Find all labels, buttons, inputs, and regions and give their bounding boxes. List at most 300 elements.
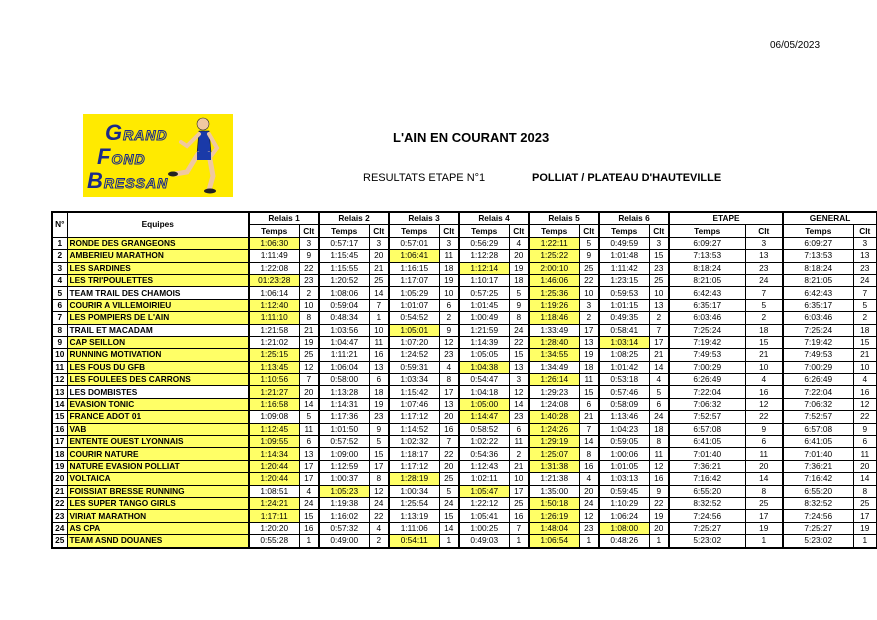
general-time: 6:03:46 (783, 312, 853, 324)
table-row (52, 336, 877, 348)
etape-time: 7:36:21 (669, 460, 745, 472)
subheader-clt: Clt (853, 225, 877, 237)
relais-time: 1:09:08 (249, 411, 299, 423)
relais-time: 1:02:11 (459, 473, 509, 485)
relais-rank: 21 (369, 262, 389, 274)
table-row (52, 361, 877, 373)
relais-rank: 15 (439, 510, 459, 522)
relais-time: 1:13:19 (389, 510, 439, 522)
relais-rank: 6 (369, 374, 389, 386)
row-number: 2 (52, 250, 67, 262)
team-name: LES TRI'POULETTES (67, 274, 249, 286)
relais-time: 1:12:45 (249, 423, 299, 435)
results-body (52, 237, 877, 547)
relais-time: 1:15:45 (319, 250, 369, 262)
relais-time: 1:35:00 (529, 485, 579, 497)
general-time: 7:25:27 (783, 522, 853, 534)
relais-rank: 12 (649, 460, 669, 472)
relais-rank: 8 (369, 473, 389, 485)
stage-route: POLLIAT / PLATEAU D'HAUTEVILLE (532, 172, 722, 184)
relais-time: 1:06:41 (389, 250, 439, 262)
subheader-temps: Temps (529, 225, 579, 237)
relais-time: 0:59:05 (599, 436, 649, 448)
relais-rank: 11 (509, 436, 529, 448)
relais-time: 1:12:59 (319, 460, 369, 472)
relais-rank: 13 (299, 448, 319, 460)
relais-time: 0:58:09 (599, 398, 649, 410)
relais-rank: 25 (649, 274, 669, 286)
etape-rank: 1 (745, 535, 783, 548)
relais-rank: 23 (439, 349, 459, 361)
relais-rank: 9 (509, 299, 529, 311)
relais-rank: 9 (439, 324, 459, 336)
table-row (52, 237, 877, 249)
relais-rank: 7 (439, 436, 459, 448)
row-number: 10 (52, 349, 67, 361)
relais-time: 0:58:00 (319, 374, 369, 386)
table-row (52, 436, 877, 448)
table-row (52, 299, 877, 311)
general-time: 6:41:05 (783, 436, 853, 448)
relais-time: 1:06:14 (249, 287, 299, 299)
general-rank: 10 (853, 361, 877, 373)
relais-time: 1:20:44 (249, 460, 299, 472)
relais-rank: 22 (649, 497, 669, 509)
relais-rank: 22 (369, 510, 389, 522)
header-relais-6: Relais 6 (599, 212, 669, 225)
relais-rank: 6 (299, 436, 319, 448)
relais-rank: 17 (299, 460, 319, 472)
row-number: 18 (52, 448, 67, 460)
relais-time: 1:14:31 (319, 398, 369, 410)
general-rank: 1 (853, 535, 877, 548)
header-relais-1: Relais 1 (249, 212, 319, 225)
etape-time: 6:09:27 (669, 237, 745, 249)
relais-time: 0:49:00 (319, 535, 369, 548)
subheader-temps: Temps (319, 225, 369, 237)
etape-time: 6:26:49 (669, 374, 745, 386)
etape-rank: 17 (745, 510, 783, 522)
general-rank: 2 (853, 312, 877, 324)
general-time: 7:00:29 (783, 361, 853, 373)
relais-rank: 4 (299, 485, 319, 497)
relais-rank: 2 (649, 312, 669, 324)
relais-rank: 9 (579, 250, 599, 262)
general-rank: 7 (853, 287, 877, 299)
team-name: TRAIL ET MACADAM (67, 324, 249, 336)
relais-rank: 6 (649, 398, 669, 410)
relais-time: 1:14:34 (249, 448, 299, 460)
relais-time: 1:17:11 (249, 510, 299, 522)
subheader-clt: Clt (745, 225, 783, 237)
relais-time: 1:12:28 (459, 250, 509, 262)
team-name: FRANCE ADOT 01 (67, 411, 249, 423)
row-number: 16 (52, 423, 67, 435)
relais-time: 1:20:52 (319, 274, 369, 286)
etape-time: 7:52:57 (669, 411, 745, 423)
row-number: 20 (52, 473, 67, 485)
relais-time: 1:05:47 (459, 485, 509, 497)
relais-rank: 8 (579, 448, 599, 460)
etape-rank: 24 (745, 274, 783, 286)
logo-line-grand: GRAND (105, 120, 168, 145)
relais-time: 1:13:46 (599, 411, 649, 423)
relais-time: 1:05:29 (389, 287, 439, 299)
team-name: COURIR A VILLEMOIRIEU (67, 299, 249, 311)
etape-rank: 4 (745, 374, 783, 386)
general-rank: 12 (853, 398, 877, 410)
relais-rank: 15 (299, 510, 319, 522)
relais-time: 1:22:08 (249, 262, 299, 274)
relais-rank: 12 (439, 336, 459, 348)
etape-time: 7:13:53 (669, 250, 745, 262)
relais-time: 1:26:19 (529, 510, 579, 522)
relais-time: 0:54:47 (459, 374, 509, 386)
row-number: 7 (52, 312, 67, 324)
relais-time: 1:04:47 (319, 336, 369, 348)
etape-time: 7:16:42 (669, 473, 745, 485)
relais-time: 1:28:40 (529, 336, 579, 348)
table-row (52, 398, 877, 410)
team-name: LES DOMBISTES (67, 386, 249, 398)
relais-time: 1:11:21 (319, 349, 369, 361)
table-row (52, 250, 877, 262)
relais-rank: 22 (579, 274, 599, 286)
relais-time: 1:10:17 (459, 274, 509, 286)
table-header-row (52, 212, 877, 225)
relais-time: 0:59:53 (599, 287, 649, 299)
relais-rank: 4 (439, 361, 459, 373)
subheader-temps: Temps (783, 225, 853, 237)
row-number: 14 (52, 398, 67, 410)
general-rank: 8 (853, 485, 877, 497)
relais-time: 1:18:46 (529, 312, 579, 324)
relais-time: 1:16:58 (249, 398, 299, 410)
relais-time: 1:03:34 (389, 374, 439, 386)
row-number: 3 (52, 262, 67, 274)
subheader-temps: Temps (459, 225, 509, 237)
results-table (51, 211, 877, 549)
relais-rank: 23 (299, 274, 319, 286)
relais-rank: 6 (439, 299, 459, 311)
table-row (52, 324, 877, 336)
relais-rank: 16 (649, 473, 669, 485)
relais-time: 1:04:38 (459, 361, 509, 373)
subheader-temps: Temps (599, 225, 649, 237)
row-number: 4 (52, 274, 67, 286)
general-rank: 20 (853, 460, 877, 472)
relais-time: 1:25:07 (529, 448, 579, 460)
etape-time: 7:00:29 (669, 361, 745, 373)
table-row (52, 274, 877, 286)
relais-rank: 4 (369, 522, 389, 534)
relais-rank: 16 (439, 423, 459, 435)
relais-rank: 2 (369, 535, 389, 548)
row-number: 25 (52, 535, 67, 548)
relais-rank: 12 (299, 361, 319, 373)
relais-rank: 17 (369, 460, 389, 472)
etape-rank: 18 (745, 324, 783, 336)
relais-time: 1:01:15 (599, 299, 649, 311)
etape-rank: 9 (745, 423, 783, 435)
relais-rank: 9 (649, 485, 669, 497)
relais-time: 0:58:41 (599, 324, 649, 336)
relais-rank: 5 (299, 411, 319, 423)
relais-time: 1:40:28 (529, 411, 579, 423)
relais-time: 1:11:06 (389, 522, 439, 534)
relais-time: 0:49:59 (599, 237, 649, 249)
relais-time: 1:25:54 (389, 497, 439, 509)
row-number: 9 (52, 336, 67, 348)
relais-time: 1:28:19 (389, 473, 439, 485)
relais-time: 2:00:10 (529, 262, 579, 274)
table-row (52, 497, 877, 509)
relais-time: 1:15:42 (389, 386, 439, 398)
print-date: 06/05/2023 (770, 40, 821, 51)
relais-rank: 10 (299, 299, 319, 311)
table-row (52, 460, 877, 472)
team-name: RUNNING MOTIVATION (67, 349, 249, 361)
row-number: 8 (52, 324, 67, 336)
header-equipes: Equipes (67, 212, 249, 237)
relais-time: 0:59:31 (389, 361, 439, 373)
logo-line-bressan: BRESSAN (87, 168, 169, 193)
relais-time: 0:57:25 (459, 287, 509, 299)
relais-time: 1:19:38 (319, 497, 369, 509)
relais-rank: 23 (579, 522, 599, 534)
general-time: 6:57:08 (783, 423, 853, 435)
etape-rank: 14 (745, 473, 783, 485)
team-name: LES POMPIERS DE L'AIN (67, 312, 249, 324)
subheader-clt: Clt (439, 225, 459, 237)
relais-time: 1:08:25 (599, 349, 649, 361)
relais-rank: 22 (299, 262, 319, 274)
relais-rank: 19 (579, 349, 599, 361)
relais-rank: 1 (439, 535, 459, 548)
relais-rank: 13 (369, 361, 389, 373)
relais-rank: 11 (579, 374, 599, 386)
relais-rank: 21 (649, 349, 669, 361)
table-row (52, 522, 877, 534)
relais-time: 1:05:05 (459, 349, 509, 361)
relais-time: 1:11:10 (249, 312, 299, 324)
etape-rank: 25 (745, 497, 783, 509)
relais-rank: 8 (649, 436, 669, 448)
relais-time: 1:31:38 (529, 460, 579, 472)
relais-rank: 21 (299, 324, 319, 336)
row-number: 15 (52, 411, 67, 423)
relais-rank: 13 (439, 398, 459, 410)
relais-time: 0:53:18 (599, 374, 649, 386)
team-name: ENTENTE OUEST LYONNAIS (67, 436, 249, 448)
relais-rank: 19 (369, 398, 389, 410)
etape-time: 7:01:40 (669, 448, 745, 460)
etape-rank: 3 (745, 237, 783, 249)
relais-time: 1:33:49 (529, 324, 579, 336)
relais-rank: 10 (649, 287, 669, 299)
table-row (52, 485, 877, 497)
team-name: AMBERIEU MARATHON (67, 250, 249, 262)
general-time: 6:26:49 (783, 374, 853, 386)
relais-time: 1:29:23 (529, 386, 579, 398)
subheader-clt: Clt (649, 225, 669, 237)
etape-time: 6:03:46 (669, 312, 745, 324)
relais-rank: 7 (509, 522, 529, 534)
etape-time: 8:18:24 (669, 262, 745, 274)
general-rank: 3 (853, 237, 877, 249)
table-row (52, 448, 877, 460)
relais-time: 0:57:46 (599, 386, 649, 398)
relais-time: 1:00:49 (459, 312, 509, 324)
general-time: 6:35:17 (783, 299, 853, 311)
etape-time: 7:25:27 (669, 522, 745, 534)
relais-rank: 1 (649, 535, 669, 548)
relais-time: 1:20:44 (249, 473, 299, 485)
relais-time: 1:09:00 (319, 448, 369, 460)
relais-rank: 3 (579, 299, 599, 311)
etape-rank: 10 (745, 361, 783, 373)
relais-rank: 4 (509, 237, 529, 249)
relais-time: 0:56:29 (459, 237, 509, 249)
header-etape: ETAPE (669, 212, 783, 225)
general-rank: 23 (853, 262, 877, 274)
relais-time: 1:01:50 (319, 423, 369, 435)
relais-rank: 7 (299, 374, 319, 386)
team-name: LES SARDINES (67, 262, 249, 274)
relais-rank: 5 (439, 485, 459, 497)
logo-line-fond: FOND (97, 144, 146, 169)
relais-time: 1:05:01 (389, 324, 439, 336)
etape-time: 6:41:05 (669, 436, 745, 448)
subheader-temps: Temps (389, 225, 439, 237)
team-name: VIRIAT MARATHON (67, 510, 249, 522)
etape-time: 6:42:43 (669, 287, 745, 299)
relais-rank: 21 (579, 411, 599, 423)
team-name: LES FOUS DU GFB (67, 361, 249, 373)
relais-rank: 4 (579, 473, 599, 485)
relais-rank: 9 (369, 423, 389, 435)
table-row (52, 423, 877, 435)
relais-rank: 5 (369, 436, 389, 448)
relais-rank: 7 (579, 423, 599, 435)
relais-time: 1:21:27 (249, 386, 299, 398)
relais-rank: 19 (649, 510, 669, 522)
table-row (52, 262, 877, 274)
relais-rank: 16 (369, 349, 389, 361)
relais-time: 1:10:56 (249, 374, 299, 386)
relais-rank: 3 (369, 237, 389, 249)
relais-time: 1:08:00 (599, 522, 649, 534)
relais-time: 0:59:45 (599, 485, 649, 497)
relais-rank: 1 (369, 312, 389, 324)
relais-rank: 20 (509, 250, 529, 262)
general-time: 8:32:52 (783, 497, 853, 509)
relais-rank: 9 (299, 250, 319, 262)
relais-time: 1:26:14 (529, 374, 579, 386)
team-name: VAB (67, 423, 249, 435)
table-row (52, 411, 877, 423)
row-number: 12 (52, 374, 67, 386)
general-rank: 22 (853, 411, 877, 423)
relais-time: 1:15:55 (319, 262, 369, 274)
etape-time: 6:55:20 (669, 485, 745, 497)
relais-time: 1:05:00 (459, 398, 509, 410)
relais-time: 1:05:23 (319, 485, 369, 497)
relais-time: 1:01:45 (459, 299, 509, 311)
team-name: COURIR NATURE (67, 448, 249, 460)
general-rank: 17 (853, 510, 877, 522)
general-time: 6:55:20 (783, 485, 853, 497)
relais-rank: 17 (579, 324, 599, 336)
relais-rank: 19 (509, 262, 529, 274)
general-time: 7:36:21 (783, 460, 853, 472)
relais-rank: 12 (579, 510, 599, 522)
row-number: 11 (52, 361, 67, 373)
relais-time: 0:57:32 (319, 522, 369, 534)
general-rank: 21 (853, 349, 877, 361)
relais-rank: 18 (649, 423, 669, 435)
relais-rank: 23 (649, 262, 669, 274)
relais-rank: 14 (369, 287, 389, 299)
relais-time: 1:00:34 (389, 485, 439, 497)
relais-rank: 22 (509, 336, 529, 348)
relais-rank: 17 (509, 485, 529, 497)
relais-rank: 2 (579, 312, 599, 324)
relais-rank: 5 (509, 287, 529, 299)
etape-time: 7:22:04 (669, 386, 745, 398)
relais-time: 1:01:07 (389, 299, 439, 311)
relais-time: 1:17:12 (389, 460, 439, 472)
table-row (52, 287, 877, 299)
relais-rank: 11 (439, 250, 459, 262)
relais-rank: 8 (299, 312, 319, 324)
team-name: CAP SEILLON (67, 336, 249, 348)
relais-rank: 22 (439, 448, 459, 460)
relais-time: 0:54:36 (459, 448, 509, 460)
row-number: 13 (52, 386, 67, 398)
relais-time: 1:20:20 (249, 522, 299, 534)
relais-rank: 20 (439, 460, 459, 472)
table-row (52, 312, 877, 324)
relais-time: 1:13:28 (319, 386, 369, 398)
etape-time: 5:23:02 (669, 535, 745, 548)
relais-rank: 25 (369, 274, 389, 286)
relais-time: 1:22:12 (459, 497, 509, 509)
header-relais-2: Relais 2 (319, 212, 389, 225)
general-rank: 13 (853, 250, 877, 262)
header-relais-3: Relais 3 (389, 212, 459, 225)
relais-time: 1:07:20 (389, 336, 439, 348)
relais-time: 1:34:49 (529, 361, 579, 373)
relais-rank: 1 (579, 535, 599, 548)
relais-time: 1:00:06 (599, 448, 649, 460)
etape-rank: 20 (745, 460, 783, 472)
etape-time: 6:57:08 (669, 423, 745, 435)
relais-rank: 6 (579, 398, 599, 410)
team-name: RONDE DES GRANGEONS (67, 237, 249, 249)
etape-time: 8:32:52 (669, 497, 745, 509)
etape-rank: 12 (745, 398, 783, 410)
etape-rank: 15 (745, 336, 783, 348)
row-number: 21 (52, 485, 67, 497)
general-time: 7:06:32 (783, 398, 853, 410)
etape-time: 7:06:32 (669, 398, 745, 410)
row-number: 1 (52, 237, 67, 249)
relais-rank: 15 (579, 386, 599, 398)
etape-rank: 19 (745, 522, 783, 534)
relais-rank: 12 (369, 485, 389, 497)
relais-rank: 7 (369, 299, 389, 311)
